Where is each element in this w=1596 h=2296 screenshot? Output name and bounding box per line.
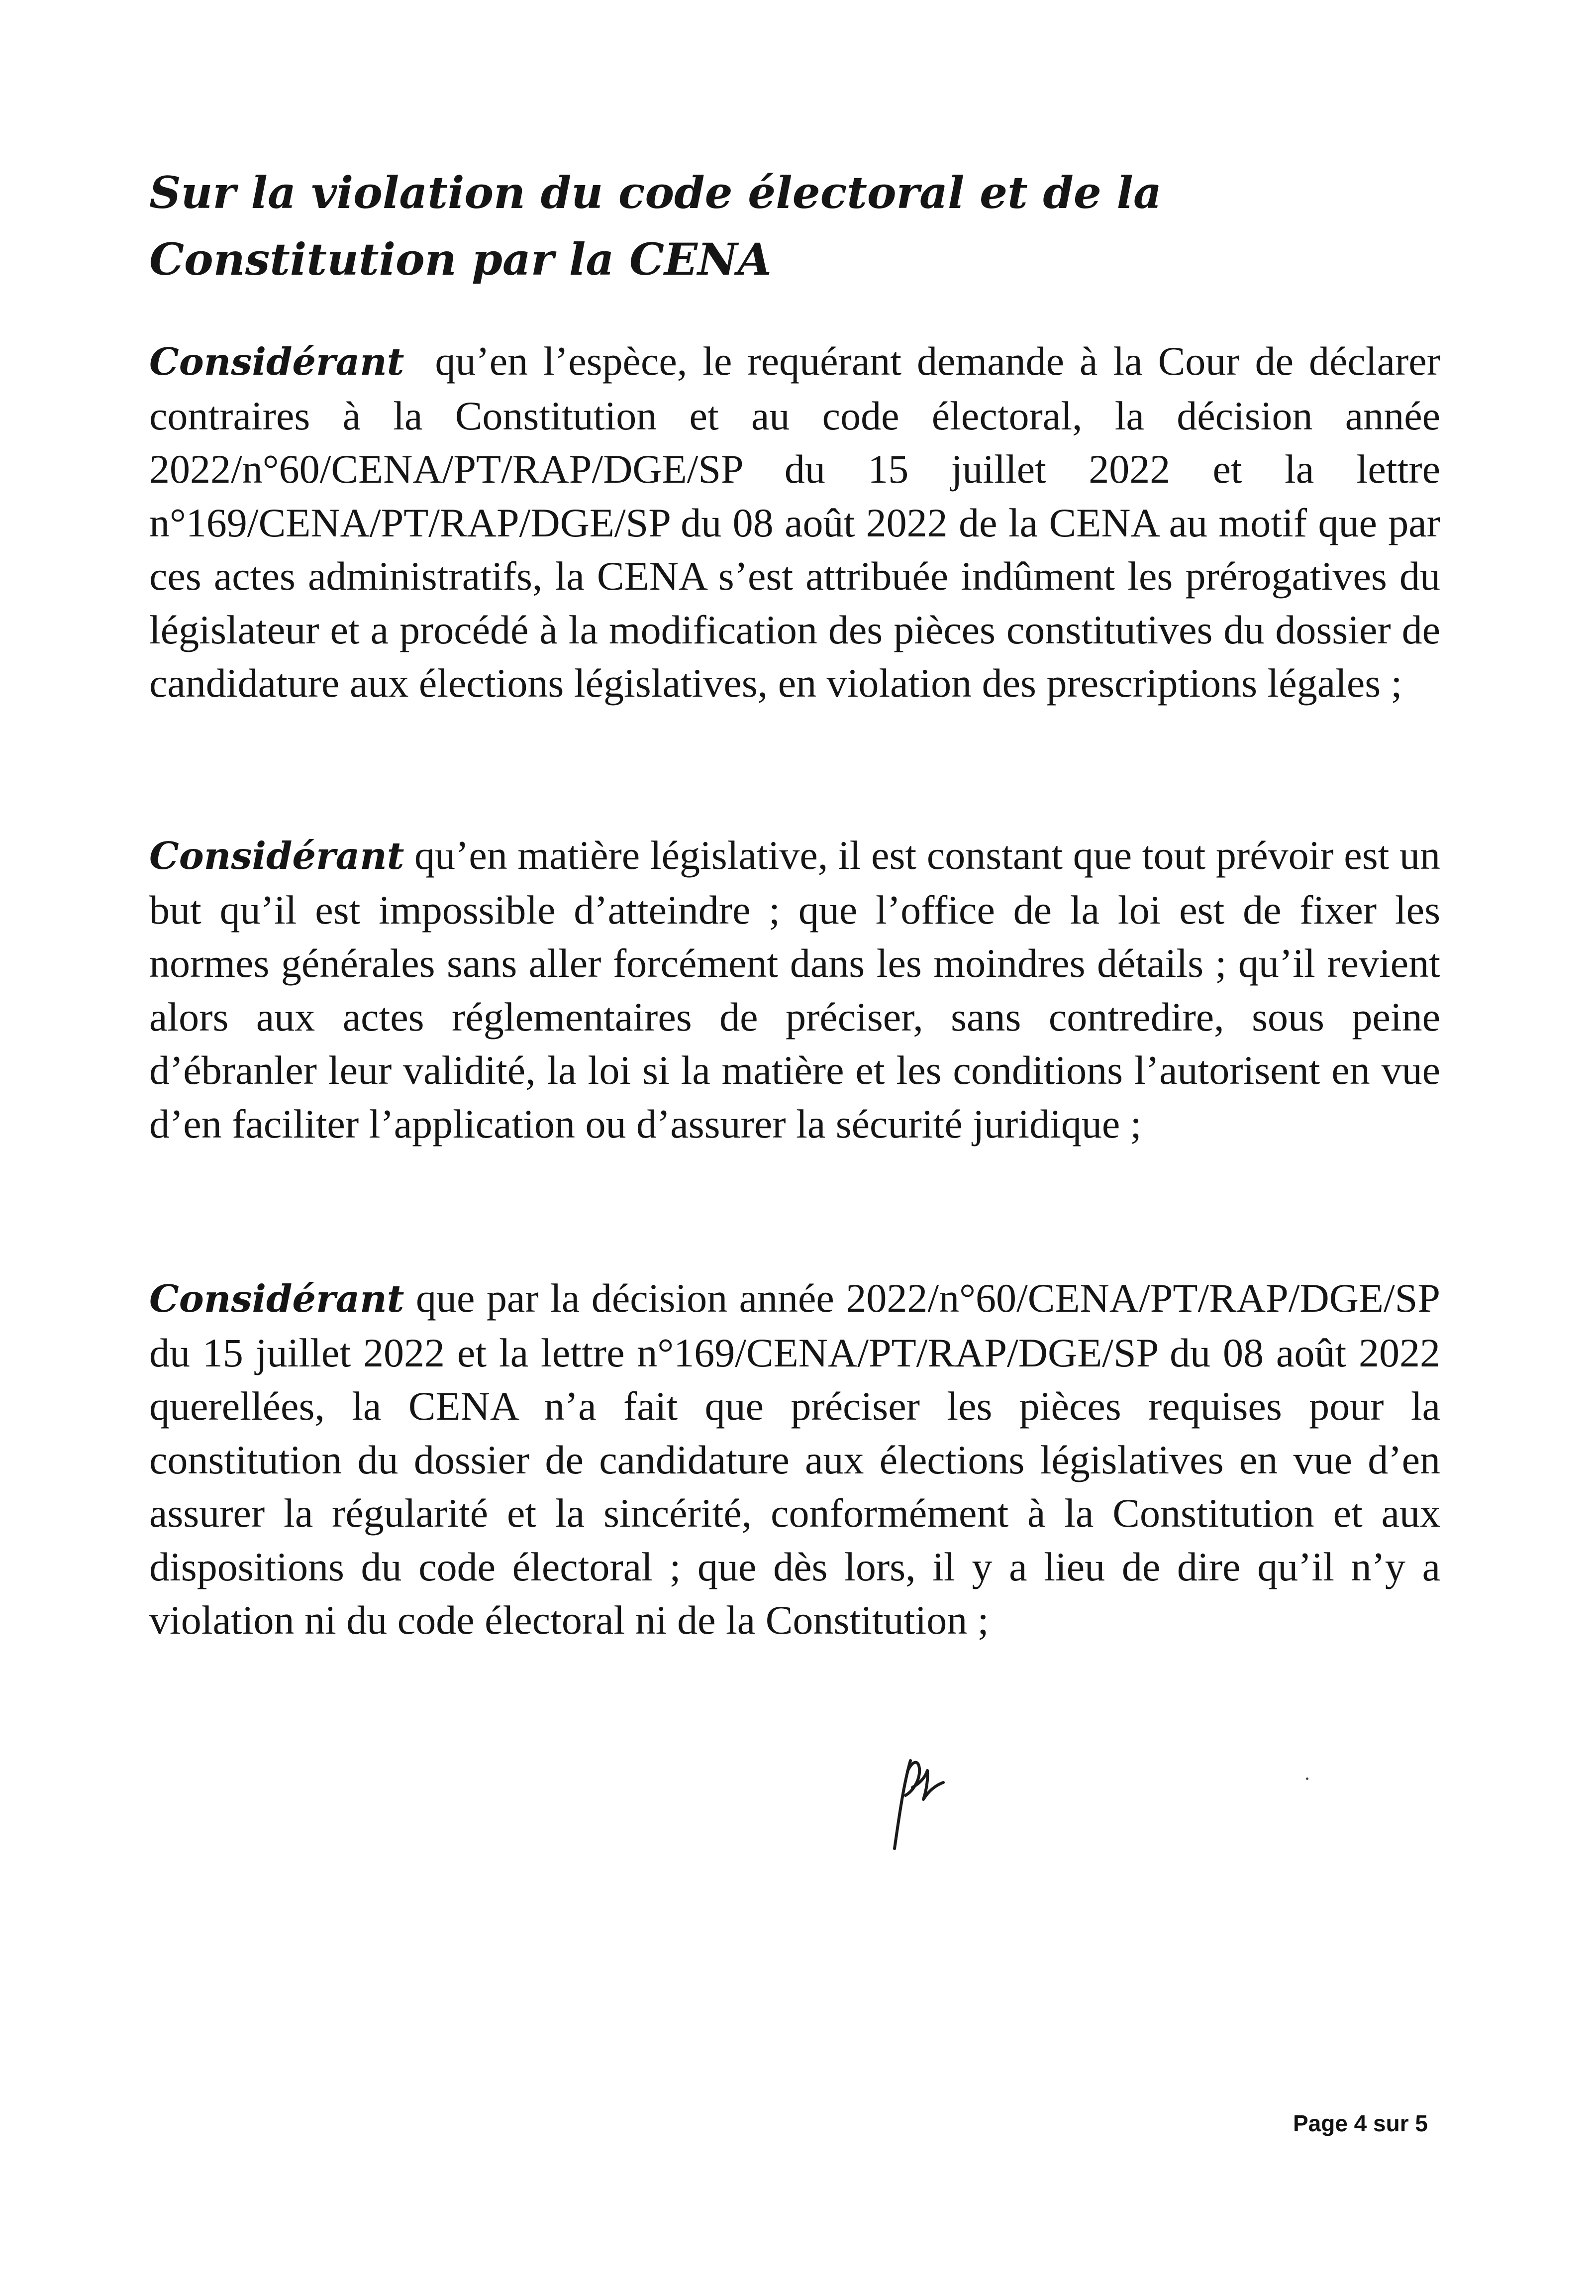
page-number: Page 4 sur 5 xyxy=(1293,2110,1428,2136)
paragraph-1 xyxy=(149,334,1440,710)
paragraph-3 xyxy=(149,1271,1440,1647)
section-heading: Sur la violation du code électoral et de la Constitution par la CENA xyxy=(149,167,1162,285)
paragraph-body: qu’en l’espèce, le requérant demande à la Cour de déclarer contraires à la Constitution et au code électoral, la décision année 2022/n°60/CENA/PT/RAP/DGE/SP du 15 juillet 2022 et la lettre n°169/CENA/PT/RAP/DGE/SP du 08 août 2022 de la CENA au motif que par ces actes administratifs, la CENA s’est attribuée indûment les prérogatives du législateur et a procédé à la modification des pièces constitutives du dossier de candidature aux élections législatives, en violation des prescriptions légales ; xyxy=(149,338,1440,706)
paragraph-lead: Considérant xyxy=(149,834,404,878)
paragraph-body: que par la décision année 2022/n°60/CENA/PT/RAP/DGE/SP du 15 juillet 2022 et la lettre n°169/CENA/PT/RAP/DGE/SP du 08 août 2022 querellées, la CENA n’a fait que préciser les pièces requises pour la constitution du dossier de candidature aux élections législatives en vue d’en assurer la régularité et la sincérité, conformément à la Constitution et aux dispositions du code électoral ; que dès lors, il y a lieu de dire qu’il n’y a violation ni du code électoral ni de la Constitution ; xyxy=(149,1275,1441,1643)
scan-speck xyxy=(1306,1777,1308,1780)
paragraph-lead: Considérant xyxy=(149,1277,404,1321)
paragraph-body: qu’en matière législative, il est constant que tout prévoir est un but qu’il est impossible d’atteindre ; que l’office de la loi est de fixer les normes générales sans aller forcément dans les moindres détails ; qu’il revient alors aux actes réglementaires de préciser, sans contredire, sous peine d’ébranler leur validité, la loi si la matière et les conditions l’autorisent en vue d’en faciliter l’application ou d’assurer la sécurité juridique ; xyxy=(149,833,1441,1147)
handwritten-initials-signature xyxy=(880,1752,954,1851)
paragraph-lead: Considérant xyxy=(149,340,404,384)
paragraph-2 xyxy=(149,829,1440,1150)
